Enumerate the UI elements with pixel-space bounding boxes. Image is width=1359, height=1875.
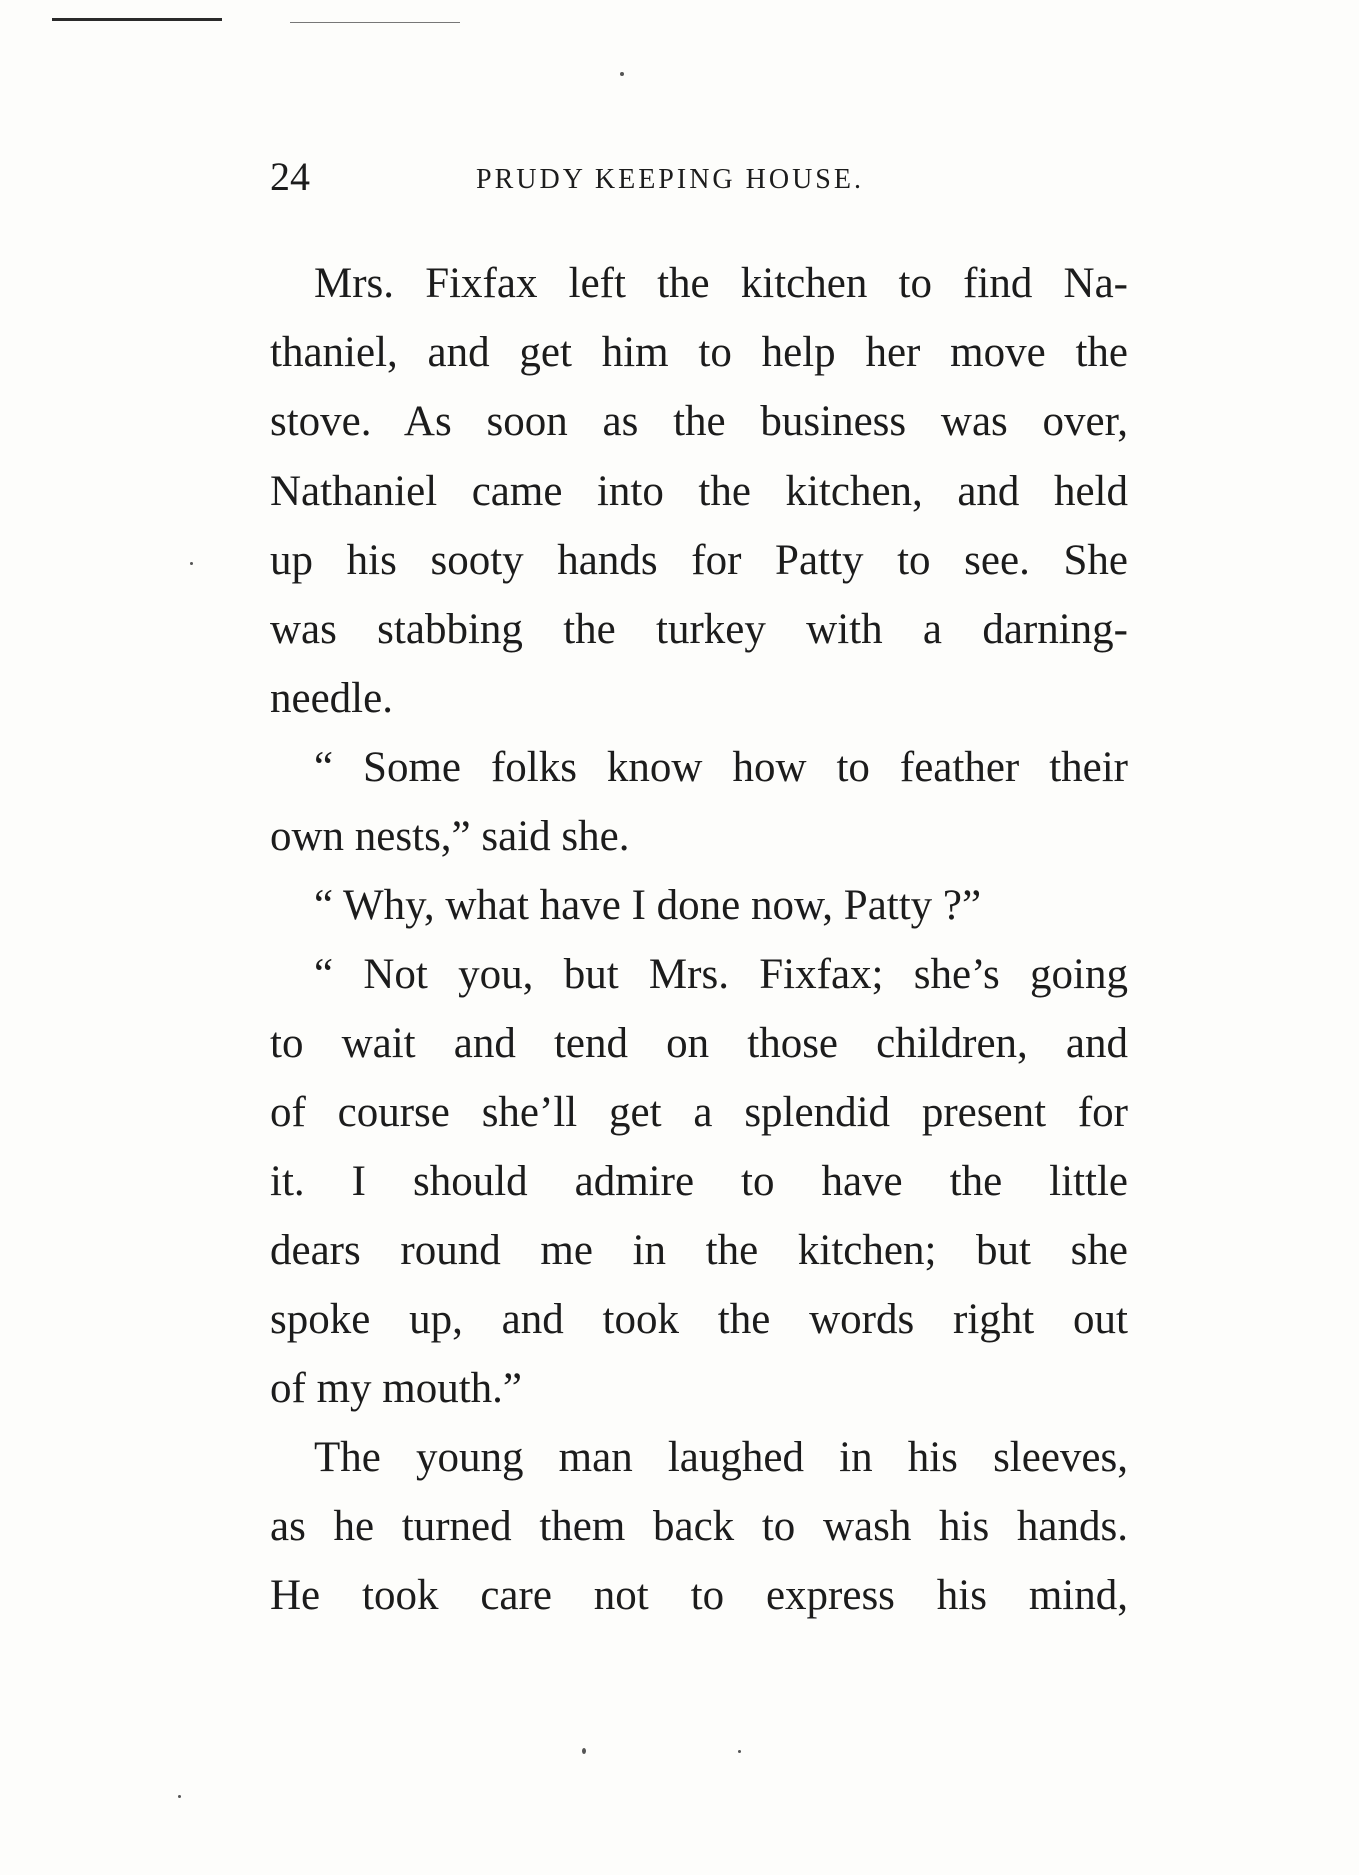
text-line: up his sooty hands for Patty to see. She xyxy=(270,537,1128,584)
top-left-rule xyxy=(52,18,222,21)
text-line: as he turned them back to wash his hands. xyxy=(270,1503,1128,1550)
speck xyxy=(620,72,624,76)
text-line: “ Why, what have I done now, Patty ?” xyxy=(314,882,982,929)
text-line: Nathaniel came into the kitchen, and held xyxy=(270,468,1128,515)
text-line: spoke up, and took the words right out xyxy=(270,1296,1128,1343)
text-line: of course she’ll get a splendid present for xyxy=(270,1089,1128,1136)
text-line: The young man laughed in his sleeves, xyxy=(314,1434,1128,1481)
text-line: “ Some folks know how to feather their xyxy=(314,744,1128,791)
text-line: needle. xyxy=(270,675,393,722)
text-line: Mrs. Fixfax left the kitchen to find Na- xyxy=(314,260,1128,307)
speck xyxy=(190,562,193,565)
text-line: “ Not you, but Mrs. Fixfax; she’s going xyxy=(314,951,1128,998)
text-line: He took care not to express his mind, xyxy=(270,1572,1128,1619)
text-line: thaniel, and get him to help her move the xyxy=(270,329,1128,376)
text-line: own nests,” said she. xyxy=(270,813,630,860)
page-number: 24 xyxy=(270,154,310,199)
page-header xyxy=(270,152,1128,212)
text-line: stove. As soon as the business was over, xyxy=(270,398,1128,445)
running-title: PRUDY KEEPING HOUSE. xyxy=(476,164,864,195)
speck xyxy=(178,1795,181,1798)
speck xyxy=(738,1750,741,1753)
text-line: it. I should admire to have the little xyxy=(270,1158,1128,1205)
text-line: was stabbing the turkey with a darning- xyxy=(270,606,1128,653)
top-right-rule xyxy=(290,22,460,23)
speck xyxy=(582,1748,586,1754)
text-line: of my mouth.” xyxy=(270,1365,522,1412)
text-line: dears round me in the kitchen; but she xyxy=(270,1227,1128,1274)
text-line: to wait and tend on those children, and xyxy=(270,1020,1128,1067)
